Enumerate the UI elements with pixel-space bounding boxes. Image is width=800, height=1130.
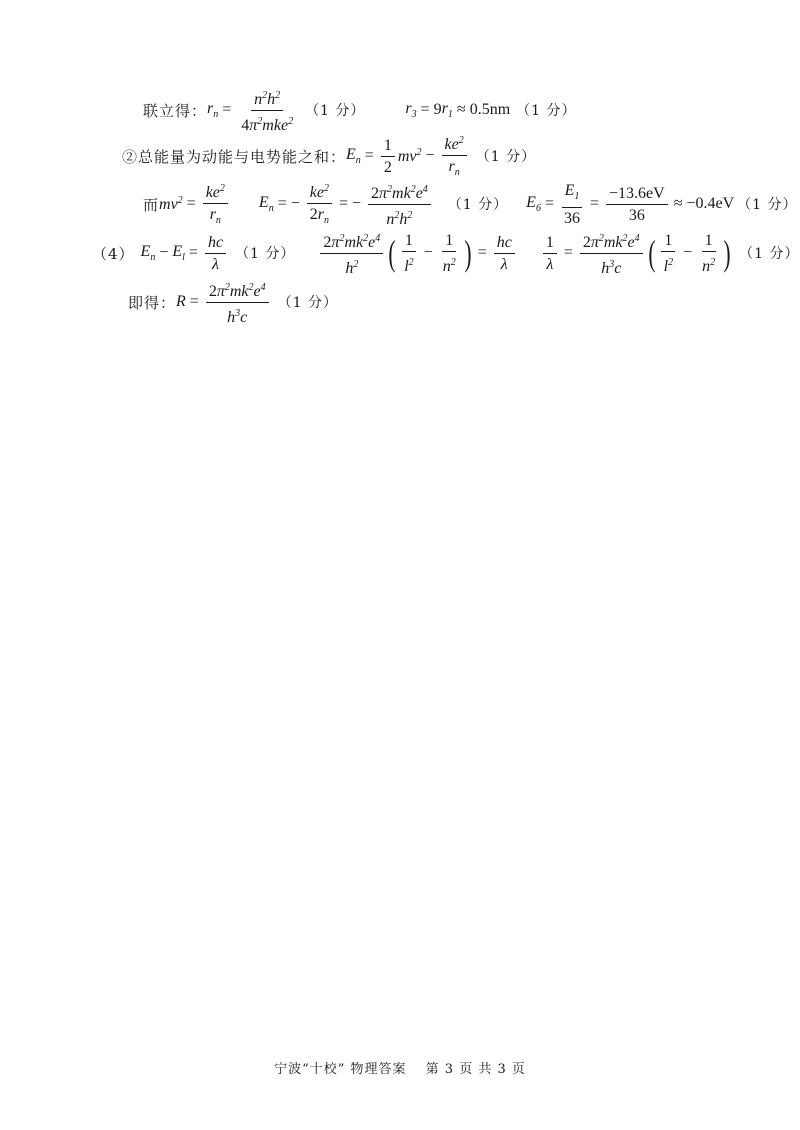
ke-over-rn-fraction: $\frac{ke^2}{r_n}$ <box>442 131 467 182</box>
line-prefix: （4） <box>92 244 135 263</box>
rydberg-fraction: $\frac{2\pi^2mk^2e^4}{h^3c}$ <box>580 229 643 278</box>
ke-over-2rn-fraction: $\frac{ke^2}{2r_n}$ <box>307 179 332 230</box>
e6-symbol: $E_6$ <box>526 194 541 214</box>
points-label: （1 分） <box>305 103 366 119</box>
e6-result: ≈ −0.4eV <box>673 195 735 212</box>
energy-fraction: $\frac{2\pi^2mk^2e^4}{n^2h^2}$ <box>368 180 431 229</box>
rn-fraction: $\frac{n^2h^2}{4\pi^2mke^2}$ <box>238 86 296 135</box>
points-label: （1 分） <box>739 246 800 262</box>
equation-line-4: （4） $E_n$ − $E_l$ = $\frac{hc}{\lambda}$ （1 分） $\frac{2\pi^2mk^2e^4}{h^2}$ ( $\frac{1}{l^2}$ − $\frac{1}{n^2}$ ) = $\frac{hc}{\lambda}$ $\frac{1}{\lambda}$ = $\frac{2\pi^2mk^2e^4}{h^3c}$ ( $\frac{1}{l^2}$ − $\frac{1}{n^2}$ ) （1 分） <box>92 228 799 278</box>
points-label: （1 分） <box>235 246 296 262</box>
one-over-lambda-fraction: $\frac{1}{\lambda}$ <box>543 233 557 274</box>
line-prefix: 即得： <box>128 293 177 312</box>
equation-line-3: 而 $mv^2$ = $\frac{ke^2}{r_n}$ $E_n$ = − $\frac{ke^2}{2r_n}$ = − $\frac{2\pi^2mk^2e^4}{n^2h^2}$ （1 分） $E_6$ = $\frac{E_1}{36}$ = $\frac{-13.6eV}{36}$ ≈ −0.4eV （1 分） <box>143 180 798 228</box>
r1-symbol: $r_1$ <box>441 100 453 120</box>
r3-symbol: $r_3$ <box>405 100 417 120</box>
points-label: （1 分） <box>277 295 338 311</box>
points-label: （1 分） <box>516 103 577 119</box>
page-footer: 宁波“十校” 物理答案 第 3 页 共 3 页 <box>274 1062 526 1077</box>
line-prefix: 而 <box>143 195 160 214</box>
equation-line-5: 即得： R = $\frac{2\pi^2mk^2e^4}{h^3c}$ （1 分） <box>128 278 338 326</box>
en-symbol: $E_n$ <box>346 146 361 166</box>
rydberg-constant-fraction: $\frac{2\pi^2mk^2e^4}{h^3c}$ <box>206 278 269 327</box>
e1-over-36-fraction: $\frac{E_1}{36}$ <box>561 181 583 228</box>
half-fraction: $\frac{1}{2}$ <box>381 136 395 177</box>
r3-value: ≈ 0.5nm <box>456 101 511 118</box>
hc-over-lambda-fraction: $\frac{hc}{\lambda}$ <box>205 233 226 274</box>
r-symbol: R <box>176 293 186 310</box>
hc-over-lambda-fraction: $\frac{hc}{\lambda}$ <box>494 233 515 274</box>
line-prefix: 联立得： <box>143 101 208 120</box>
points-label: （1 分） <box>475 149 537 165</box>
r3-coefficient: = 9 <box>420 101 442 118</box>
en-symbol: $E_n$ <box>258 194 274 214</box>
rydberg-coefficient-fraction: $\frac{2\pi^2mk^2e^4}{h^2}$ <box>320 229 383 278</box>
line-prefix: ②总能量为动能与电势能之和： <box>122 147 347 166</box>
equation-line-1: 联立得： $r_n$ = $\frac{n^2h^2}{4\pi^2mke^2}$ （1 分） $r_3$ = 9 $r_1$ ≈ 0.5nm （1 分） <box>143 86 577 134</box>
ke-over-rn-fraction: $\frac{ke^2}{r_n}$ <box>203 179 228 230</box>
equation-line-2: ②总能量为动能与电势能之和： $E_n$ = $\frac{1}{2}$ $mv^2$ − $\frac{ke^2}{r_n}$ （1 分） <box>122 132 536 180</box>
e6-value-fraction: $\frac{-13.6eV}{36}$ <box>606 184 668 225</box>
rn-symbol: $r_n$ <box>207 100 219 120</box>
points-label: （1 分） <box>737 197 798 213</box>
points-label: （1 分） <box>447 197 509 213</box>
